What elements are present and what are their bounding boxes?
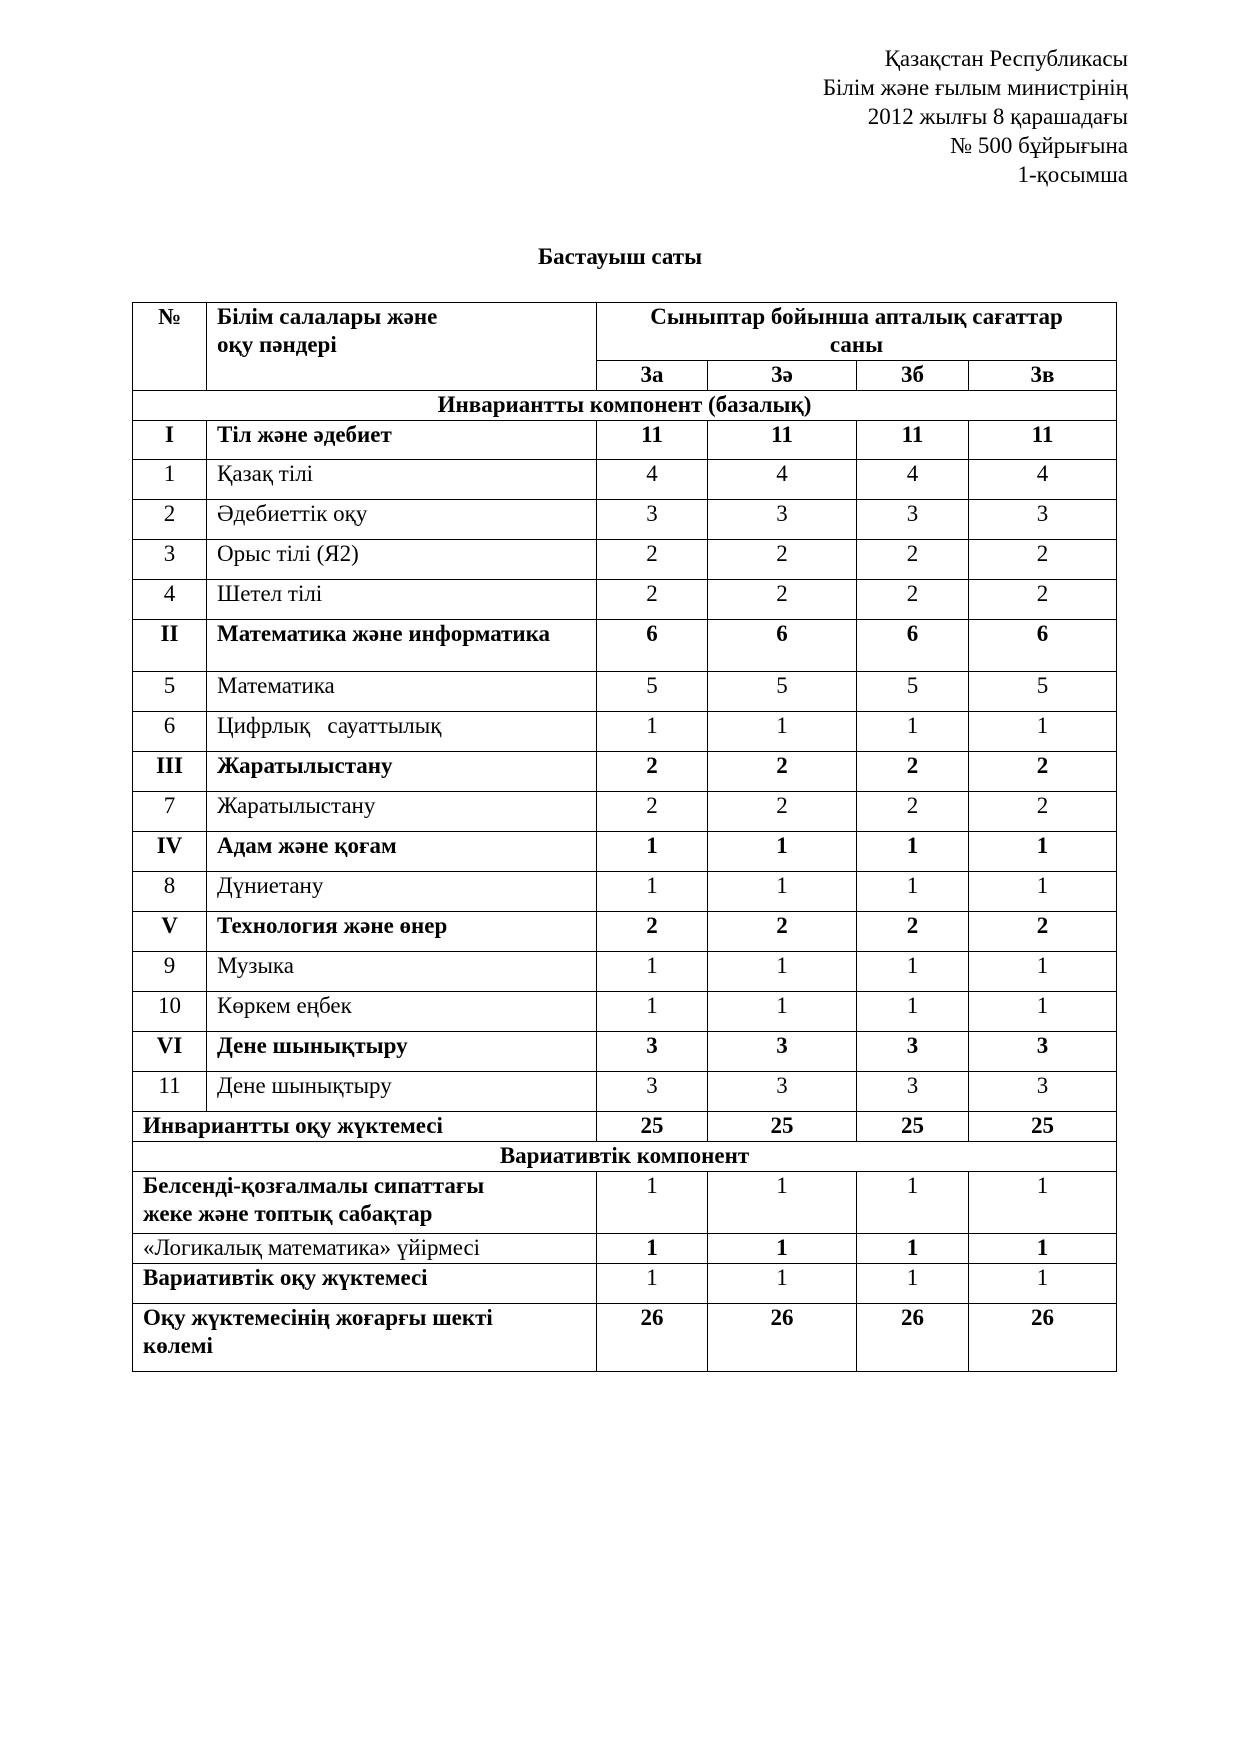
hours-cell: 2 bbox=[708, 580, 857, 620]
variative-label-line: көлемі bbox=[143, 1333, 213, 1358]
row-number: II bbox=[133, 620, 207, 672]
hours-cell: 1 bbox=[857, 992, 969, 1032]
hours-cell: 1 bbox=[969, 992, 1117, 1032]
table-row bbox=[133, 540, 1117, 580]
hours-cell: 6 bbox=[857, 620, 969, 672]
header-number: № bbox=[133, 303, 207, 391]
variative-label bbox=[133, 1304, 597, 1372]
hours-cell: 1 bbox=[708, 872, 857, 912]
hours-cell: 3 bbox=[597, 1032, 708, 1072]
hours-cell: 3 bbox=[708, 500, 857, 540]
table-row bbox=[133, 832, 1117, 872]
hours-cell: 26 bbox=[708, 1304, 857, 1372]
hours-cell: 1 bbox=[597, 1264, 708, 1304]
subject-name: Жаратылыстану bbox=[207, 752, 597, 792]
hours-cell: 3 bbox=[597, 1072, 708, 1112]
hours-cell: 25 bbox=[969, 1112, 1117, 1142]
subject-name: Дене шынықтыру bbox=[207, 1032, 597, 1072]
row-number: 4 bbox=[133, 580, 207, 620]
hours-cell: 3 bbox=[857, 500, 969, 540]
hours-cell: 1 bbox=[708, 832, 857, 872]
hours-cell: 4 bbox=[708, 460, 857, 500]
table-row bbox=[133, 620, 1117, 672]
row-number: 2 bbox=[133, 500, 207, 540]
table-row bbox=[133, 460, 1117, 500]
hours-cell: 2 bbox=[969, 912, 1117, 952]
hours-cell: 1 bbox=[597, 832, 708, 872]
hours-cell: 3 bbox=[969, 500, 1117, 540]
hours-cell: 25 bbox=[857, 1112, 969, 1142]
hours-cell: 4 bbox=[597, 460, 708, 500]
hours-cell: 1 bbox=[857, 832, 969, 872]
hours-cell: 1 bbox=[597, 992, 708, 1032]
hours-cell: 1 bbox=[857, 1234, 969, 1264]
hours-cell: 1 bbox=[597, 952, 708, 992]
row-number: 11 bbox=[133, 1072, 207, 1112]
curriculum-table bbox=[132, 302, 1117, 1372]
invariant-heading: Инвариантты компонент (базалық) bbox=[133, 391, 1117, 421]
row-number: 3 bbox=[133, 540, 207, 580]
hours-cell: 2 bbox=[857, 580, 969, 620]
hours-cell: 2 bbox=[708, 912, 857, 952]
hours-cell: 2 bbox=[857, 540, 969, 580]
class-header: 3ә bbox=[708, 361, 857, 391]
hours-cell: 1 bbox=[969, 1172, 1117, 1234]
header-subject-line: оқу пәндері bbox=[217, 332, 337, 357]
hours-cell: 2 bbox=[597, 580, 708, 620]
row-number: III bbox=[133, 752, 207, 792]
hours-cell: 1 bbox=[708, 1264, 857, 1304]
hours-cell: 1 bbox=[969, 1234, 1117, 1264]
row-number: VI bbox=[133, 1032, 207, 1072]
hours-cell: 1 bbox=[708, 952, 857, 992]
hours-cell: 6 bbox=[597, 620, 708, 672]
subject-name: Орыс тілі (Я2) bbox=[207, 540, 597, 580]
hours-cell: 3 bbox=[857, 1072, 969, 1112]
hours-cell: 3 bbox=[969, 1032, 1117, 1072]
hours-cell: 1 bbox=[597, 1172, 708, 1234]
hours-cell: 4 bbox=[969, 460, 1117, 500]
table-row bbox=[133, 672, 1117, 712]
hours-cell: 2 bbox=[969, 752, 1117, 792]
hours-cell: 3 bbox=[857, 1032, 969, 1072]
hours-cell: 1 bbox=[708, 1172, 857, 1234]
hours-cell: 2 bbox=[708, 792, 857, 832]
hours-cell: 1 bbox=[857, 712, 969, 752]
hours-cell: 4 bbox=[857, 460, 969, 500]
hours-cell: 5 bbox=[969, 672, 1117, 712]
row-number: I bbox=[133, 421, 207, 460]
subject-name: Көркем еңбек bbox=[207, 992, 597, 1032]
table-row bbox=[133, 1172, 1117, 1234]
hours-cell: 1 bbox=[708, 992, 857, 1032]
hours-cell: 2 bbox=[597, 752, 708, 792]
hours-cell: 26 bbox=[857, 1304, 969, 1372]
hours-cell: 25 bbox=[708, 1112, 857, 1142]
hours-cell: 1 bbox=[857, 1172, 969, 1234]
hours-cell: 2 bbox=[857, 792, 969, 832]
hours-cell: 25 bbox=[597, 1112, 708, 1142]
hours-cell: 2 bbox=[969, 540, 1117, 580]
hours-cell: 2 bbox=[597, 792, 708, 832]
header-subject-line: Білім салалары және bbox=[217, 304, 438, 329]
header-line: Қазақстан Республикасы bbox=[884, 46, 1128, 71]
variative-label: «Логикалық математика» үйірмесі bbox=[133, 1234, 597, 1264]
hours-cell: 3 bbox=[597, 500, 708, 540]
hours-cell: 1 bbox=[969, 952, 1117, 992]
variative-label: Вариативтік оқу жүктемесі bbox=[133, 1264, 597, 1304]
table-row bbox=[133, 872, 1117, 912]
hours-cell: 1 bbox=[969, 712, 1117, 752]
hours-cell: 3 bbox=[969, 1072, 1117, 1112]
hours-cell: 2 bbox=[597, 540, 708, 580]
hours-cell: 1 bbox=[969, 832, 1117, 872]
header-line: 2012 жылғы 8 қарашадағы bbox=[867, 104, 1128, 129]
hours-cell: 3 bbox=[708, 1032, 857, 1072]
table-row bbox=[133, 1234, 1117, 1264]
hours-cell: 1 bbox=[708, 1234, 857, 1264]
hours-cell: 11 bbox=[708, 421, 857, 460]
hours-cell: 5 bbox=[597, 672, 708, 712]
subject-name: Математика bbox=[207, 672, 597, 712]
subject-name: Жаратылыстану bbox=[207, 792, 597, 832]
invariant-total-label: Инвариантты оқу жүктемесі bbox=[133, 1112, 597, 1142]
row-number: 7 bbox=[133, 792, 207, 832]
hours-cell: 1 bbox=[597, 872, 708, 912]
row-number: 8 bbox=[133, 872, 207, 912]
table-row bbox=[133, 580, 1117, 620]
hours-cell: 1 bbox=[857, 872, 969, 912]
hours-cell: 1 bbox=[597, 712, 708, 752]
variative-label-line: Оқу жүктемесінің жоғарғы шекті bbox=[143, 1305, 493, 1330]
variative-label-line: жеке және топтық сабақтар bbox=[143, 1201, 433, 1226]
subject-name: Тіл және әдебиет bbox=[207, 421, 597, 460]
table-row bbox=[133, 952, 1117, 992]
row-number: 9 bbox=[133, 952, 207, 992]
table-row bbox=[133, 992, 1117, 1032]
row-number: 10 bbox=[133, 992, 207, 1032]
invariant-total-row bbox=[133, 1112, 1117, 1142]
hours-cell: 2 bbox=[969, 580, 1117, 620]
class-header: 3б bbox=[857, 361, 969, 391]
table-row bbox=[133, 792, 1117, 832]
page-title: Бастауыш саты bbox=[537, 244, 703, 269]
hours-cell: 6 bbox=[969, 620, 1117, 672]
variative-label-line: Белсенді-қозғалмалы сипаттағы bbox=[143, 1173, 485, 1198]
hours-cell: 1 bbox=[857, 1264, 969, 1304]
table-row bbox=[133, 500, 1117, 540]
hours-cell: 5 bbox=[708, 672, 857, 712]
subject-name: Адам және қоғам bbox=[207, 832, 597, 872]
hours-cell: 1 bbox=[969, 1264, 1117, 1304]
header-line: № 500 бұйрығына bbox=[950, 133, 1128, 158]
subject-name: Дүниетану bbox=[207, 872, 597, 912]
hours-cell: 1 bbox=[969, 872, 1117, 912]
order-reference-header bbox=[823, 44, 1128, 189]
row-number: IV bbox=[133, 832, 207, 872]
row-number: V bbox=[133, 912, 207, 952]
hours-cell: 2 bbox=[969, 792, 1117, 832]
hours-cell: 6 bbox=[708, 620, 857, 672]
table-row bbox=[133, 712, 1117, 752]
hours-cell: 3 bbox=[708, 1072, 857, 1112]
subject-name: Қазақ тілі bbox=[207, 460, 597, 500]
hours-cell: 2 bbox=[857, 912, 969, 952]
row-number: 5 bbox=[133, 672, 207, 712]
table-row bbox=[133, 421, 1117, 460]
header-subject bbox=[207, 303, 597, 391]
subject-name: Дене шынықтыру bbox=[207, 1072, 597, 1112]
hours-cell: 2 bbox=[708, 752, 857, 792]
hours-cell: 2 bbox=[597, 912, 708, 952]
table-row bbox=[133, 752, 1117, 792]
class-header: 3а bbox=[597, 361, 708, 391]
hours-cell: 1 bbox=[597, 1234, 708, 1264]
hours-cell: 11 bbox=[597, 421, 708, 460]
hours-cell: 2 bbox=[857, 752, 969, 792]
subject-name: Цифрлық сауаттылық bbox=[207, 712, 597, 752]
row-number: 6 bbox=[133, 712, 207, 752]
table-row bbox=[133, 1264, 1117, 1304]
hours-cell: 11 bbox=[969, 421, 1117, 460]
subject-name: Математика және информатика bbox=[207, 620, 597, 672]
row-number: 1 bbox=[133, 460, 207, 500]
header-line: 1-қосымша bbox=[1017, 162, 1128, 187]
subject-name: Музыка bbox=[207, 952, 597, 992]
table-row bbox=[133, 1072, 1117, 1112]
hours-cell: 2 bbox=[708, 540, 857, 580]
header-line: Білім және ғылым министрінің bbox=[822, 75, 1128, 100]
hours-cell: 5 bbox=[857, 672, 969, 712]
table-row bbox=[133, 1304, 1117, 1372]
hours-cell: 26 bbox=[597, 1304, 708, 1372]
subject-name: Әдебиеттік оқу bbox=[207, 500, 597, 540]
header-hours: Сыныптар бойынша апталық сағаттар саны bbox=[597, 303, 1117, 361]
class-header: 3в bbox=[969, 361, 1117, 391]
hours-cell: 26 bbox=[969, 1304, 1117, 1372]
subject-name: Шетел тілі bbox=[207, 580, 597, 620]
table-row bbox=[133, 912, 1117, 952]
variative-heading: Вариативтік компонент bbox=[133, 1142, 1117, 1172]
hours-cell: 1 bbox=[708, 712, 857, 752]
table-row bbox=[133, 1032, 1117, 1072]
variative-label bbox=[133, 1172, 597, 1234]
subject-name: Технология және өнер bbox=[207, 912, 597, 952]
hours-cell: 11 bbox=[857, 421, 969, 460]
hours-cell: 1 bbox=[857, 952, 969, 992]
